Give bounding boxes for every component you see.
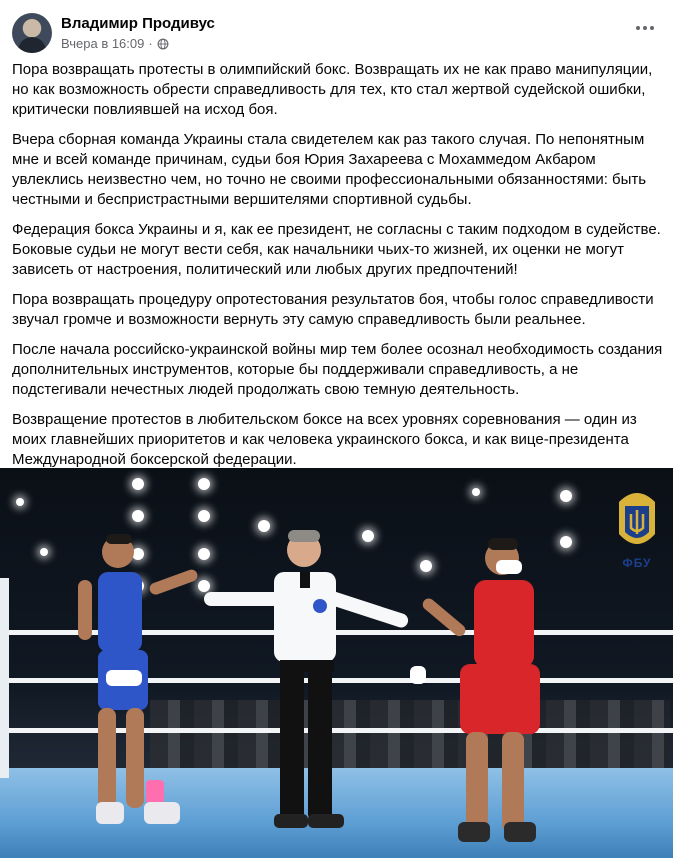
avatar[interactable] (12, 13, 52, 53)
post-meta (61, 36, 169, 51)
ring-post (0, 578, 9, 778)
post-header (12, 12, 661, 54)
fbu-logo-text: ФБУ (622, 556, 652, 570)
blue-boxer (70, 530, 210, 850)
meta-separator: · (148, 36, 153, 51)
paragraph: После начала российско-украинской войны мир тем более осознал необходимость создания дополнительных инструментов, которые бы поддерживали справедливость, а не подстегивали нечестных людей продолжать свою темную деятельность. (12, 341, 663, 398)
paragraph: Возвращение протестов в любительском боксе на всех уровнях соревнования — один из моих главнейших приоритетов и как человека украинского бокса, и как вице-президента Международной боксерской федерации. (12, 411, 637, 468)
globe-icon[interactable] (157, 38, 169, 50)
paragraph: Федерация бокса Украины и я, как ее президент, не согласны с таким подходом в судействе. Боковые судьи не могут вести себя, как начальники чьих-то жизней, их оценки не могут зависеть от настроения, политический или любых других предпочтений! (12, 221, 661, 278)
post-text (12, 60, 664, 480)
red-boxer (410, 536, 560, 856)
paragraph: Вчера сборная команда Украины стала свидетелем как раз такого случая. По непонятным мне и всей команде причинам, судьи боя Юрия Захареева с Мохаммедом Акбаром увлеклись неизвестно чем, но точно не своими профессиональными обязанностями: быть честными и беспристрастными вершителями спортивной судьбы. (12, 131, 647, 208)
timestamp[interactable]: Вчера в 16:09 (61, 36, 145, 51)
referee (196, 524, 436, 854)
paragraph: Пора возвращать процедуру опротестования результатов боя, чтобы голос справедливости звучал громче и возможности вернуть эту самую справедливость были реальнее. (12, 291, 654, 328)
paragraph: Пора возвращать протесты в олимпийский бокс. Возвращать их не как право манипуляции, но как возможность обрести справедливость для тех, кто стал жертвой судейской ошибки, критически повлиявшей на исход боя. (12, 61, 653, 118)
more-options-icon[interactable] (631, 18, 659, 38)
post-photo[interactable] (0, 468, 673, 858)
fbu-logo (613, 488, 661, 580)
author-name[interactable]: Владимир Продивус (61, 15, 215, 32)
